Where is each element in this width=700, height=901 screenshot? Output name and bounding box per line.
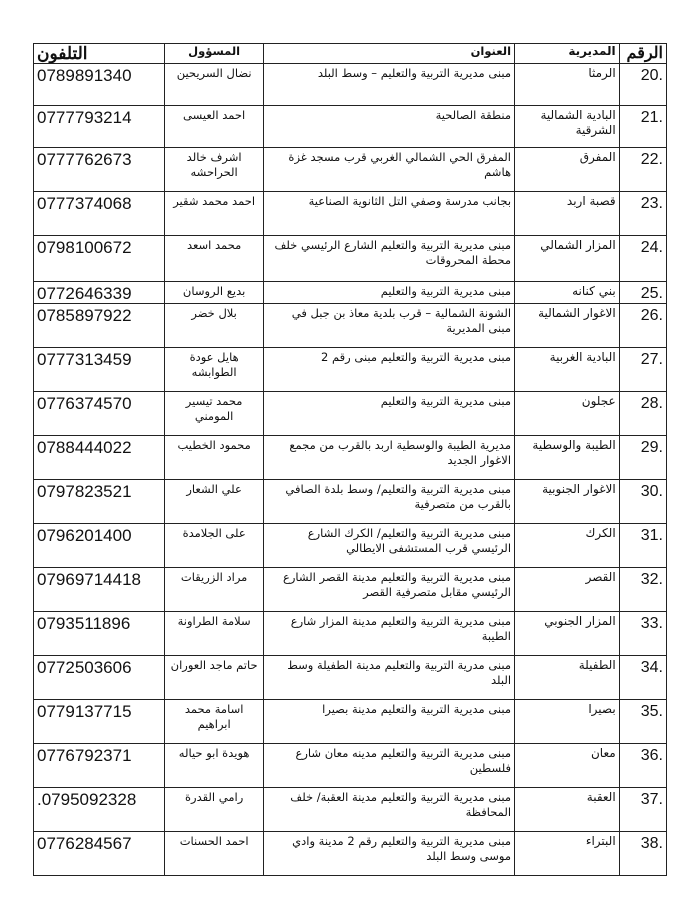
address-cell: مبنى مديرية التربية والتعليم مدينة المزار شارع الطيبة [264, 612, 515, 656]
address-cell: مبنى مديرية التربية والتعليم الشارع الرئيسي خلف محطة المحروقات [264, 236, 515, 282]
address-cell: مبنى مديرية التربية والتعليم مدينة بصيرا [264, 700, 515, 744]
phone-cell: 0777793214 [34, 106, 165, 148]
address-cell: مبنى مديرية التربية والتعليم/ الكرك الشارع الرئيسي قرب المستشفى الايطالي [264, 524, 515, 568]
phone-cell: 0788444022 [34, 436, 165, 480]
responsible-cell: محمد تيسير المومني [164, 392, 264, 436]
address-cell: الشونة الشمالية – قرب بلدية معاذ بن جبل في مبنى المديرية [264, 304, 515, 348]
number-cell: 28. [619, 392, 666, 436]
directorate-cell: المزار الجنوبي [515, 612, 620, 656]
directorate-cell: البادية الغربية [515, 348, 620, 392]
directorate-cell: البتراء [515, 832, 620, 876]
directorate-cell: معان [515, 744, 620, 788]
table-row [34, 148, 667, 192]
number-cell: 32. [619, 568, 666, 612]
directorate-cell: قصبة اربد [515, 192, 620, 236]
address-cell: مديرية الطيبة والوسطية اربد بالقرب من مجمع الاغوار الجديد [264, 436, 515, 480]
table-row [34, 106, 667, 148]
address-cell: منطقة الصالحية [264, 106, 515, 148]
number-cell: 33. [619, 612, 666, 656]
address-cell: المفرق الحي الشمالي الغربي قرب مسجد غزة هاشم [264, 148, 515, 192]
address-cell: مبنى مدرية التربية والتعليم مدينة الطفيلة وسط البلد [264, 656, 515, 700]
phone-cell: 0772646339 [34, 282, 165, 304]
address-cell: مبنى مديرية التربية والتعليم – وسط البلد [264, 64, 515, 106]
header-address: العنوان [264, 44, 515, 64]
responsible-cell: اشرف خالد الحراحشه [164, 148, 264, 192]
number-cell: 20. [619, 64, 666, 106]
table-row [34, 480, 667, 524]
directorate-cell: بني كنانه [515, 282, 620, 304]
phone-cell: 0797823521 [34, 480, 165, 524]
header-directorate: المديرية [515, 44, 620, 64]
responsible-cell: على الجلامدة [164, 524, 264, 568]
address-cell: مبنى مديرية التربية والتعليم مدينه معان شارع فلسطين [264, 744, 515, 788]
number-cell: 26. [619, 304, 666, 348]
table-row [34, 568, 667, 612]
number-cell: 35. [619, 700, 666, 744]
directorate-contact-table [33, 43, 667, 876]
responsible-cell: احمد الحسنات [164, 832, 264, 876]
responsible-cell: سلامة الطراونة [164, 612, 264, 656]
number-cell: 36. [619, 744, 666, 788]
phone-cell: 0776792371 [34, 744, 165, 788]
table-row [34, 236, 667, 282]
address-cell: مبنى مديرية التربية والتعليم رقم 2 مدينة وادي موسى وسط البلد [264, 832, 515, 876]
phone-cell: 0777313459 [34, 348, 165, 392]
table-row [34, 64, 667, 106]
header-phone: التلفون [34, 44, 165, 64]
table-body [34, 64, 667, 876]
table-row [34, 832, 667, 876]
table-header-row [34, 44, 667, 64]
number-cell: 29. [619, 436, 666, 480]
header-responsible: المسؤول [164, 44, 264, 64]
number-cell: 27. [619, 348, 666, 392]
responsible-cell: هايل عودة الطوابشه [164, 348, 264, 392]
number-cell: 38. [619, 832, 666, 876]
responsible-cell: حاتم ماجد العوران [164, 656, 264, 700]
address-cell: مبنى مديرية التربية والتعليم مدينة القصر الشارع الرئيسي مقابل متصرفية القصر [264, 568, 515, 612]
number-cell: 30. [619, 480, 666, 524]
address-cell: مبنى مديرية التربية والتعليم/ وسط بلدة الصافي بالقرب من متصرفية [264, 480, 515, 524]
table-row [34, 348, 667, 392]
phone-cell: 0793511896 [34, 612, 165, 656]
directorate-cell: العقبة [515, 788, 620, 832]
phone-cell: 0779137715 [34, 700, 165, 744]
number-cell: 31. [619, 524, 666, 568]
number-cell: 34. [619, 656, 666, 700]
number-cell: 37. [619, 788, 666, 832]
directorate-cell: الاغوار الشمالية [515, 304, 620, 348]
phone-cell: 0776284567 [34, 832, 165, 876]
phone-cell: 0777762673 [34, 148, 165, 192]
directorate-cell: الطيبة والوسطية [515, 436, 620, 480]
table-row [34, 612, 667, 656]
directorate-cell: الرمثا [515, 64, 620, 106]
phone-cell: 0785897922 [34, 304, 165, 348]
table-row [34, 744, 667, 788]
directorate-cell: بصيرا [515, 700, 620, 744]
responsible-cell: بلال خضر [164, 304, 264, 348]
directorate-contact-document [33, 43, 667, 876]
table-row [34, 304, 667, 348]
directorate-cell: المفرق [515, 148, 620, 192]
table-row [34, 524, 667, 568]
table-row [34, 656, 667, 700]
table-row [34, 282, 667, 304]
number-cell: 23. [619, 192, 666, 236]
address-cell: مبنى مديرية التربية والتعليم مدينة العقبة/ خلف المحافظة [264, 788, 515, 832]
responsible-cell: نضال السريحين [164, 64, 264, 106]
table-row [34, 436, 667, 480]
number-cell: 21. [619, 106, 666, 148]
responsible-cell: احمد العيسى [164, 106, 264, 148]
phone-cell: .0795092328 [34, 788, 165, 832]
number-cell: 24. [619, 236, 666, 282]
responsible-cell: بديع الروسان [164, 282, 264, 304]
phone-cell: 0776374570 [34, 392, 165, 436]
directorate-cell: عجلون [515, 392, 620, 436]
responsible-cell: اسامة محمد ابراهيم [164, 700, 264, 744]
phone-cell: 0796201400 [34, 524, 165, 568]
directorate-cell: المزار الشمالي [515, 236, 620, 282]
address-cell: مبنى مديرية التربية والتعليم [264, 392, 515, 436]
directorate-cell: الاغوار الجنوبية [515, 480, 620, 524]
phone-cell: 0772503606 [34, 656, 165, 700]
directorate-cell: الطفيلة [515, 656, 620, 700]
address-cell: مبنى مديرية التربية والتعليم مبنى رقم 2 [264, 348, 515, 392]
responsible-cell: احمد محمد شقير [164, 192, 264, 236]
responsible-cell: محمد اسعد [164, 236, 264, 282]
responsible-cell: محمود الخطيب [164, 436, 264, 480]
responsible-cell: علي الشعار [164, 480, 264, 524]
phone-cell: 0798100672 [34, 236, 165, 282]
table-row [34, 700, 667, 744]
header-number: الرقم [619, 44, 666, 64]
address-cell: بجانب مدرسة وصفي التل الثانوية الصناعية [264, 192, 515, 236]
responsible-cell: هويدة ابو حياله [164, 744, 264, 788]
responsible-cell: رامي القدرة [164, 788, 264, 832]
phone-cell: 0789891340 [34, 64, 165, 106]
phone-cell: 07969714418 [34, 568, 165, 612]
number-cell: 22. [619, 148, 666, 192]
table-row [34, 392, 667, 436]
table-row [34, 788, 667, 832]
phone-cell: 0777374068 [34, 192, 165, 236]
directorate-cell: الكرك [515, 524, 620, 568]
responsible-cell: مراد الزريقات [164, 568, 264, 612]
directorate-cell: القصر [515, 568, 620, 612]
directorate-cell: البادية الشمالية الشرقية [515, 106, 620, 148]
table-row [34, 192, 667, 236]
address-cell: مبنى مديرية التربية والتعليم [264, 282, 515, 304]
number-cell: 25. [619, 282, 666, 304]
